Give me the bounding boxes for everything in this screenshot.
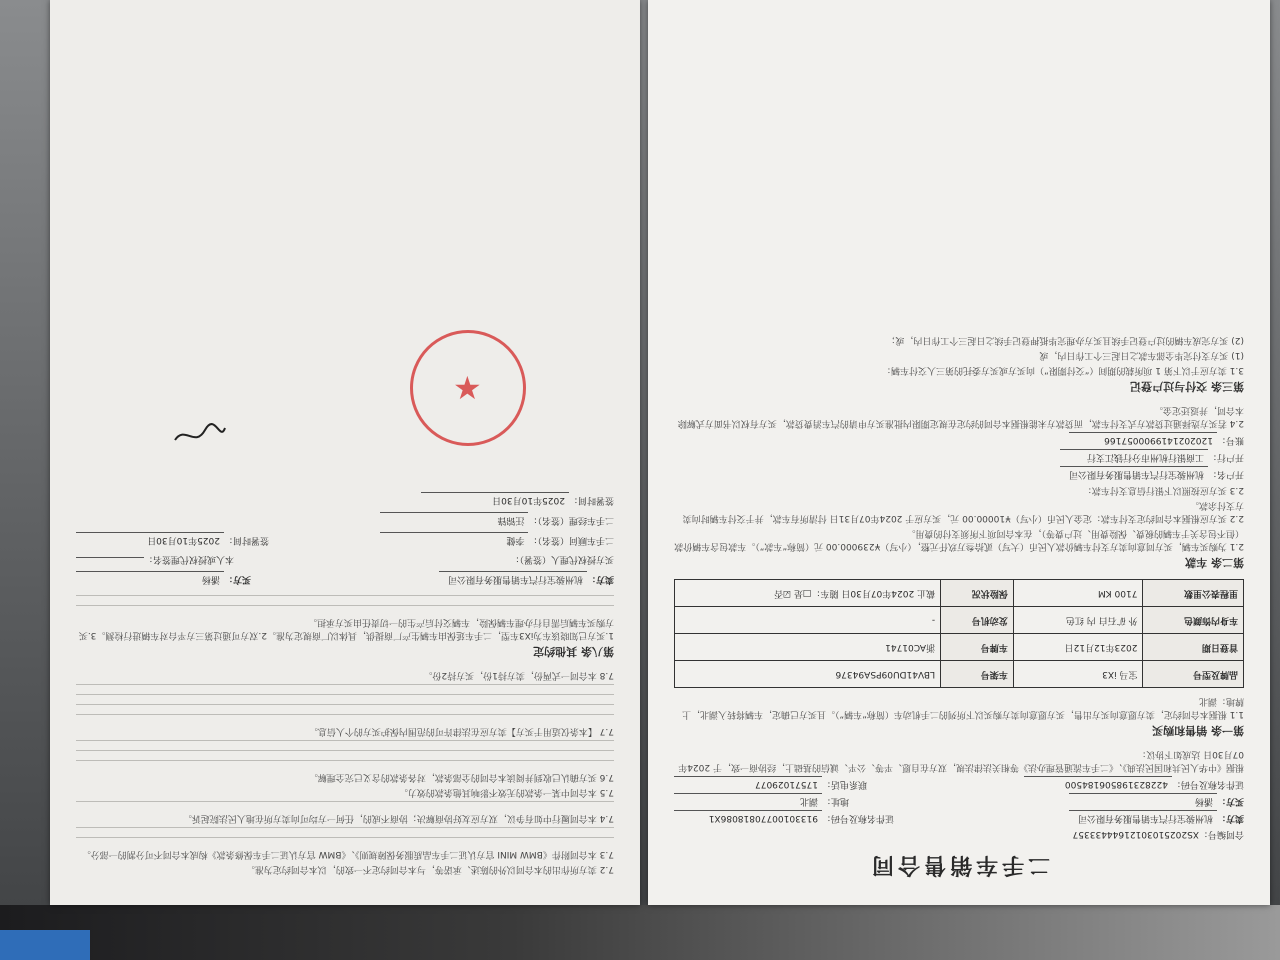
handwritten-signature	[170, 420, 230, 450]
buyer-address: 湖北	[674, 793, 822, 807]
clause-7-4: 7.4 本合同履行中如有争议，双方应友好协商解决；协商不成的，任何一方均可向卖方所在地人民法院起诉。	[182, 813, 614, 823]
table-row: 车身内饰颜色 外 矿石白 内 红色 发动机号 -	[675, 607, 1244, 634]
intro-text: 根据《中华人民共和国民法典》、《二手车流通管理办法》等相关法律法规，双方在自愿、平等、公平、诚信的基础上，经协商一致，于 2024年07月30日 达成如下协议：	[678, 749, 1244, 772]
contract-page-1: 二手车销售合同 合同编号：XS20251030121644433357 卖方：杭州骏宝行汽车销售服务有限公司 证件名称及号码：91330100770818086X1 买方：潘杨 地址：湖北 证件名称及号码：422823198506184500 联系电话：17571029077 根据《中华人民共和国民法典》、《二手车流通管理办法》等相关法律法规，双方在自愿、平等、公平、诚信的基础上，经协商一致，于 2024年07月30日 达成如下协议： 第一条 销售和购买 1.1 根据本合同约定，卖方愿意向买方出售，买方愿意向卖方购买以下所列的二手机动车（简称“车辆”）。且买方已确定，车辆将转入湖北，上牌地：湖北 品牌及型号 宝马 iX3 车架号 LBV41DU09PSA94376 首登日期 2023年12月12日 车牌号 浙AC01741 车身内饰颜色 外 矿石白 内 红色 发动机号 - 里程表公里数 7100 KM 保险状况 截止 2024年07月30日 随车：□是 ☑否 第二条 车款 2.1 为购买车辆，买方同意向卖方支付车辆价款人民币（大写）贰拾叁万玖仟元整，（小写）¥239000.00 元（简称“车款”）。车款包含车辆价款（但不包含关于车辆的税费、保险费用、过户费等），在本合同项下所须支付的费用。 2.2 买方应根据本合同约定支付车款：定金人民币（小写）¥10000.00 元，买方应于 2024年07月31日 付清所有车款，并于交付车辆时向卖方支付余款。 2.3 买方应按照以下银行信息支付车款： 开户名：杭州骏宝行汽车销售服务有限公司 开户行：工商银行杭州市分行钱江支行 账号：1202021419900057166 2.4 若买方选择通过贷款方式支付车款，而贷款方未能根据本合同的约定在规定期限内批准买方申请的汽车消费贷款，买方有权以书面方式解除本合同，并返还定金。 第三条 交付与过户登记 3.1 卖方应于以下第 1 项所载的期间（“交付期限”）向买方或买方委托的第三人交付车辆： (1) 买方支付完毕全部车款之日起三个工作日内，或 (2) 买方完成车辆的过户登记手续且买方办理完毕抵押登记手续之日起三个工作日内，或；	[648, 0, 1270, 905]
article-2-3: 2.3 买方应按照以下银行信息支付车款：	[1082, 485, 1244, 495]
contract-page-2	[50, 0, 640, 905]
account-number: 1202021419900057166	[1069, 432, 1217, 446]
article-8-text: 1.买方已知晓该车为iX3车型，二手车延保由车辆生产厂商提供，具体以厂商规定为准。2.双方可通过第三方平台对车辆进行检测。3.买方购买车辆后需自行办理车辆保险，车辆交付后产生的一切责任由买方承担。	[78, 617, 614, 640]
article-1-text: 1.1 根据本合同约定，卖方愿意向买方出售，买方愿意向卖方购买以下所列的二手机动车（简称“车辆”）。且买方已确定，车辆将转入湖北，上牌地：湖北	[681, 696, 1244, 719]
bank-name: 工商银行杭州市分行钱江支行	[1060, 449, 1208, 463]
sign-date-buyer: 2025年10月30日	[76, 532, 224, 546]
seller-credit-code: 91330100770818086X1	[674, 810, 822, 824]
sign-buyer: 潘杨	[76, 571, 224, 585]
article-2-2: 2.2 买方应根据本合同约定支付车款：定金人民币（小写）¥10000.00 元，买方应于 2024年07月31日 付清所有车款，并于交付车辆时向卖方支付余款。	[682, 500, 1244, 523]
article-2-1: 2.1 为购买车辆，买方同意向卖方支付车辆价款人民币（大写）贰拾叁万玖仟元整，（小写）¥239000.00 元（简称“车款”）。车款包含车辆价款（但不包含关于车辆的税费、保险费用、过户费等），在本合同项下所须支付的费用。	[674, 528, 1244, 551]
vehicle-table	[674, 579, 1244, 688]
clause-7-5: 7.5 本合同中某一条款的无效不影响其他条款的效力。	[398, 787, 614, 797]
sign-seller: 杭州骏宝行汽车销售服务有限公司	[439, 571, 587, 585]
account-name: 杭州骏宝行汽车销售服务有限公司	[1060, 466, 1208, 480]
clause-7-8: 7.8 本合同一式两份，卖方持1份，买方持2份。	[423, 670, 614, 680]
article-3-1: 3.1 卖方应于以下第 1 项所载的期间（“交付期限”）向买方或买方委托的第三人交付车辆：	[882, 365, 1244, 375]
table-row: 品牌及型号 宝马 iX3 车架号 LBV41DU09PSA94376	[675, 661, 1244, 688]
article-2-4: 2.4 若买方选择通过贷款方式支付车款，而贷款方未能根据本合同的约定在规定期限内批准买方申请的汽车消费贷款，买方有权以书面方式解除本合同，并返还定金。	[677, 405, 1244, 428]
clause-7-3: 7.3 本合同附件《BMW MINI 官方认证二手车品质服务保障规则》、《BMW 官方认证二手车保修条款》构成本合同不可分割的一部分。	[81, 849, 614, 859]
article-3-heading: 第三条 交付与过户登记	[1130, 380, 1244, 393]
sign-manager: 汪锦锋	[380, 512, 528, 526]
sign-consultant: 李健	[380, 532, 528, 546]
contract-number: XS20251030121644433357	[1072, 829, 1199, 839]
desk-edge	[0, 905, 1280, 960]
signature-block: 卖方：杭州骏宝行汽车销售服务有限公司 买方：潘杨 买方授权代理人（签署）： 本人或授权代理签名： 二手车顾问（签名）：李健 签署时间：2025年10月30日 二手车经理（签名）：汪锦锋 签署时间：2025年10月30日	[76, 492, 614, 585]
article-3-1-1: (1) 买方支付完毕全部车款之日起三个工作日内，或	[1039, 350, 1244, 360]
article-1-heading: 第一条 销售和购买	[1152, 724, 1244, 737]
seller-name: 杭州骏宝行汽车销售服务有限公司	[1069, 810, 1217, 824]
sign-date-seller: 2025年10月30日	[421, 492, 569, 506]
clause-7-2: 7.2 卖方所作出的本合同以外的陈述、承诺等，与本合同约定不一致的，以本合同约定为准。	[245, 864, 614, 874]
clause-7-7: 7.7 【本条仅适用于买方】卖方应在法律许可的范围内保护买方的个人信息。	[308, 726, 614, 736]
table-row: 首登日期 2023年12月12日 车牌号 浙AC01741	[675, 634, 1244, 661]
contract-title: 二手车销售合同	[868, 852, 1051, 877]
buyer-name: 潘杨	[1069, 793, 1217, 807]
company-seal: ★	[410, 330, 526, 446]
buyer-phone: 17571029077	[674, 776, 822, 790]
clause-7-6: 7.6 买方确认已收到并阅读本合同的全部条款，对各条款的含义已完全理解。	[308, 772, 614, 782]
article-3-1-2: (2) 买方完成车辆的过户登记手续且买方办理完毕抵押登记手续之日起三个工作日内，或；	[886, 335, 1244, 345]
table-row: 里程表公里数 7100 KM 保险状况 截止 2024年07月30日 随车：□是 ☑否	[675, 580, 1244, 607]
article-8-heading: 第八条 其他约定	[533, 645, 614, 658]
blue-object	[0, 930, 90, 960]
article-2-heading: 第二条 车款	[1185, 556, 1244, 569]
buyer-id: 422823198506184500	[1024, 776, 1172, 790]
